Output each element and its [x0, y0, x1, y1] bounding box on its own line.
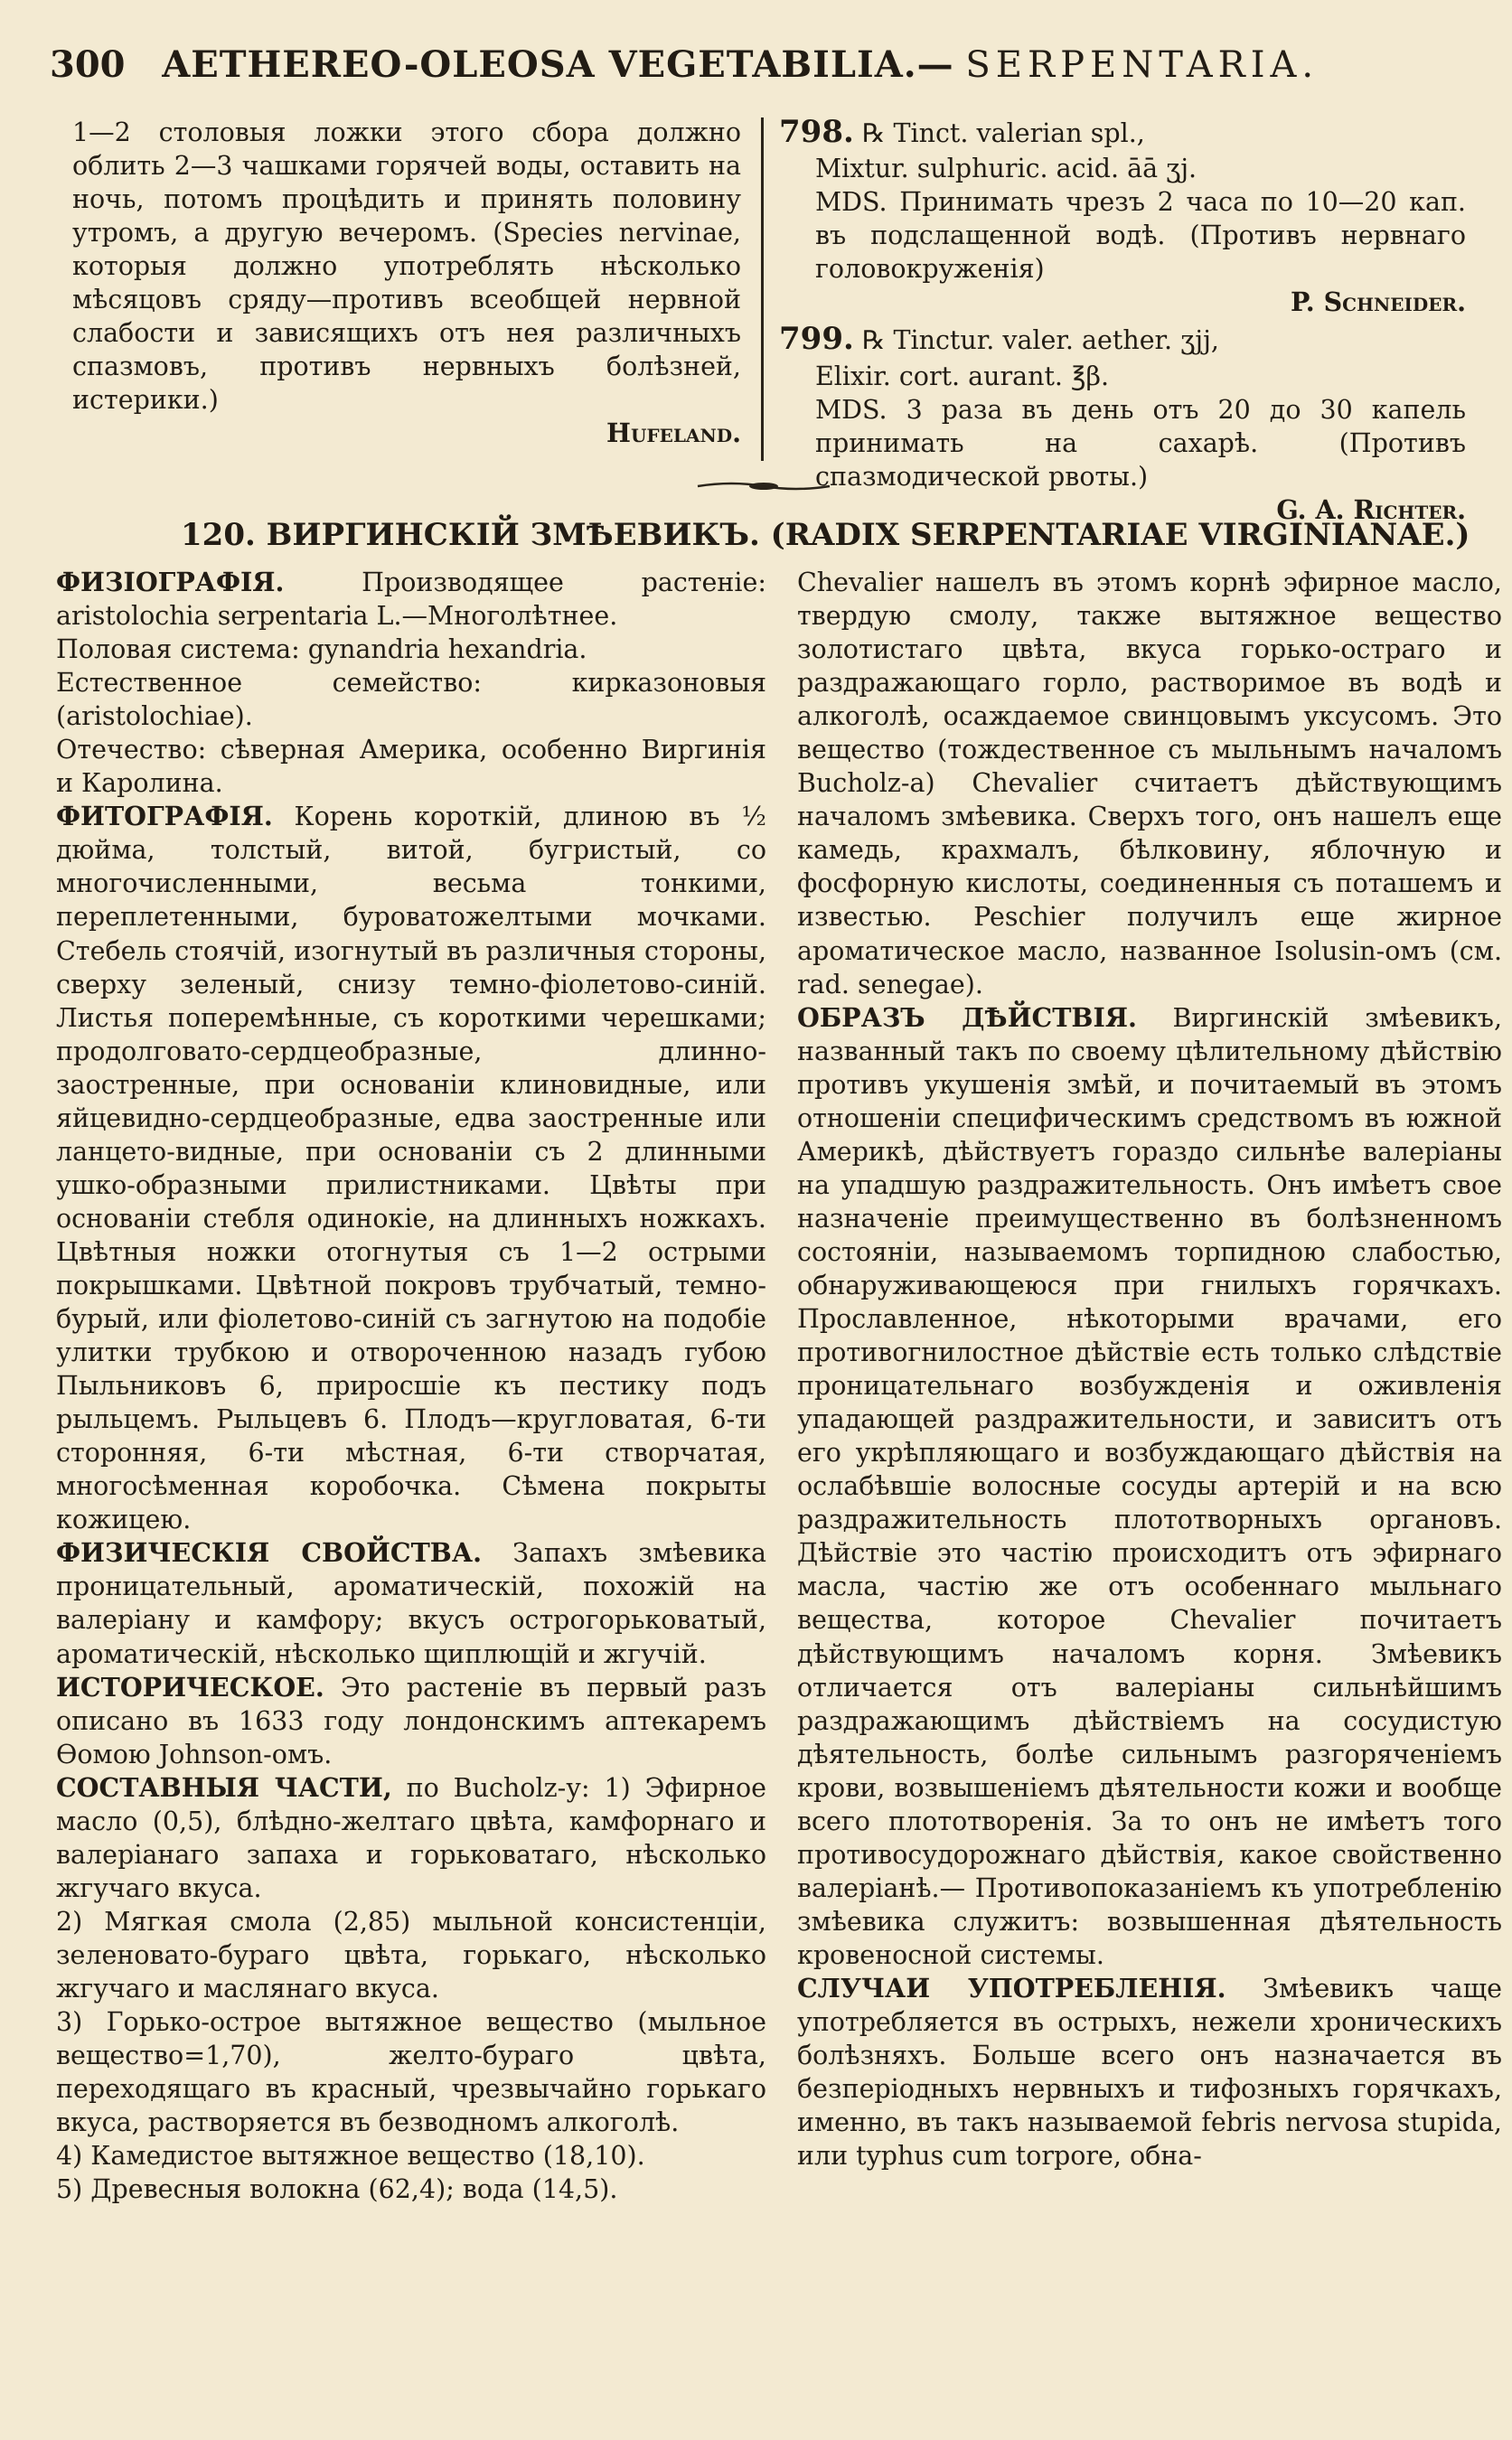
column-divider — [761, 117, 764, 461]
component-item: 5) Древесныя волокна (62,4); вода (14,5). — [56, 2174, 618, 2205]
signature-richter: G. A. Richter. — [1276, 493, 1466, 525]
signature-hufeland: Hufeland. — [606, 418, 741, 449]
running-header — [50, 43, 1460, 87]
paragraph-heading: ОБРАЗЪ ДѢЙСТВІЯ. — [797, 1001, 1137, 1033]
paragraph-text: Это растеніе въ первый разъ описано въ 1633 году лондонскимъ аптекаремъ Ѳомою Johnson-омъ. — [56, 1672, 766, 1769]
prescription-number: 799. — [779, 321, 854, 358]
paragraph-text: Запахъ змѣевика проницательный, ароматическій, похожій на валеріану и камфору; вкусъ острогорьковатый, ароматическій, нѣсколько щиплющій и жгучій. — [56, 1538, 767, 1669]
prescription-line: Mixtur. sulphuric. acid. āā ʒj. — [815, 154, 1197, 184]
top-right-column — [779, 112, 1466, 527]
paragraph-text: Виргинскій змѣевикъ, названный такъ по своему цѣлительному дѣйствію противъ укушенія змѣй, и почитаемый въ этомъ отношеніи специфическимъ средствомъ въ южной Америкѣ, дѣйствуетъ гораздо сильнѣе валеріаны на упадшую раздражительность. Онъ имѣетъ свое назначеніе преимущественно въ болѣзненномъ состояніи, называемомъ торпидною слабостью, обнаруживающеюся при гнилыхъ горячкахъ. Прославленное, нѣкоторыми врачами, его противогнилостное дѣйствіе есть только слѣдствіе проницательнаго возбужденія и оживленія упадающей раздражительности, и зависитъ отъ его укрѣпляющаго и возбуждающаго дѣйствія на ослабѣвшіе волосные сосуды артерій и на всю раздражительность плототворныхъ органовъ. Дѣйствіе это частію происходитъ отъ эфирнаго масла, частію же отъ особеннаго мыльнаго вещества, которое Chevalier почитаетъ дѣйствующимъ началомъ корня. Змѣевикъ отличается отъ валеріаны сильнѣйшимъ раздражающимъ дѣйствіемъ на сосудистую дѣятельность, болѣе сильнымъ разгоряченіемъ крови, возвышеніемъ дѣятельности кожи и вообще всего плототворенія. За то онъ не имѣетъ того противосудорожнаго дѣйствія, какое свойственно валеріанѣ.— Противопоказаніемъ къ употребленію змѣевика служитъ: возвышенная дѣятельность кровеносной системы. — [797, 1002, 1502, 1970]
prescription-directions: MDS. Принимать чрезъ 2 часа по 10—20 кап. въ подслащенной водѣ. (Противъ нервнаго головокруженія) — [815, 187, 1466, 285]
page-number: 300 — [50, 43, 126, 86]
prescription-number: 798. — [779, 114, 854, 150]
paragraph-text: по Bucholz-у: 1) Эфирное масло (0,5), блѣдно-желтаго цвѣта, камфорнаго и валеріанаго запаха и горьковатаго, нѣсколько жгучаго вкуса. — [56, 1772, 766, 1903]
paragraph-family: Естественное семейство: кирказоновыя (aristolochiae). — [56, 668, 766, 732]
prescription-line: ℞ Tinctur. valer. aether. ʒjj, — [861, 325, 1219, 356]
paragraph-heading: ФИЗИЧЕСКІЯ СВОЙСТВА. — [56, 1537, 482, 1569]
paragraph-heading: СЛУЧАИ УПОТРЕБЛЕНІЯ. — [797, 1972, 1226, 2004]
prescription-799 — [779, 319, 1466, 359]
top-left-column — [72, 116, 741, 450]
continuation-text: 1—2 столовыя ложки этого сбора должно облить 2—3 чашками горячей воды, оставить на ночь, потомъ процѣдить и принять половину утромъ, а другую вечеромъ. (Species nervinae, которыя должно употреблять нѣсколько мѣсяцовъ сряду—противъ всеобщей нервной слабости и зависящихъ отъ нея различныхъ спазмовъ, противъ нервныхъ болѣзней, истерики.) — [72, 117, 741, 416]
prescription-line: Elixir. cort. aurant. ℥β. — [815, 361, 1110, 391]
prescription-line: ℞ Tinct. valerian spl., — [861, 118, 1145, 148]
component-item: 4) Камедистое вытяжное вещество (18,10). — [56, 2141, 645, 2172]
ornament-divider — [696, 479, 831, 493]
paragraph-physiography — [56, 566, 766, 633]
paragraph-phytography — [56, 800, 766, 1536]
header-title: AETHEREO-OLEOSA VEGETABILIA.— — [162, 43, 954, 86]
paragraph-heading: ФИТОГРАФІЯ. — [56, 801, 273, 832]
paragraph-historical — [56, 1671, 766, 1771]
prescription-798 — [779, 112, 1466, 152]
header-section: SERPENTARIA. — [965, 44, 1319, 86]
paragraph-heading: ФИЗІОГРАФІЯ. — [56, 567, 285, 597]
paragraph-sexual-system: Половая система: gynandria hexandria. — [56, 634, 587, 665]
paragraph-heading: СОСТАВНЫЯ ЧАСТИ, — [56, 1771, 392, 1803]
prescription-directions: MDS. 3 раза въ день отъ 20 до 30 капель принимать на сахарѣ. (Противъ спазмодической рвоты.) — [815, 394, 1466, 492]
component-item: 2) Мягкая смола (2,85) мыльной консистенціи, зеленовато-бураго цвѣта, горькаго, нѣсколько жгучаго и маслянаго вкуса. — [56, 1906, 766, 2004]
paragraph-homeland: Отечество: сѣверная Америка, особенно Виргинія и Каролина. — [56, 735, 766, 799]
main-left-column — [56, 566, 766, 2206]
paragraph-mode-of-action — [797, 1001, 1502, 1972]
signature-schneider: P. Schneider. — [1291, 286, 1466, 318]
paragraph-uses — [797, 1972, 1502, 2173]
component-item: 3) Горько-острое вытяжное вещество (мыльное вещество=1,70), желто-бураго цвѣта, переходящаго въ красный, чрезвычайно горькаго вкуса, растворяется въ безводномъ алкоголѣ. — [56, 2007, 766, 2138]
paragraph-heading: ИСТОРИЧЕСКОЕ. — [56, 1671, 324, 1703]
paragraph-physical-properties — [56, 1536, 766, 1670]
paragraph-text: Змѣевикъ чаще употребляется въ острыхъ, нежели хроническихъ болѣзняхъ. Больше всего онъ назначается въ безперіодныхъ нервныхъ и тифозныхъ горячкахъ, именно, въ такъ называемой febris nervosa stupida, или typhus cum torpore, обна- — [797, 1973, 1503, 2172]
paragraph-components — [56, 1771, 766, 1905]
main-right-column — [797, 566, 1502, 2173]
section-title: 120. ВИРГИНСКІЙ ЗМѢЕВИКЪ. (RADIX SERPENTARIAE VIRGINIANAE.) — [181, 517, 1470, 553]
paragraph-chevalier: Chevalier нашелъ въ этомъ корнѣ эфирное масло, твердую смолу, также вытяжное вещество золотистаго цвѣта, вкуса горько-остраго и раздражающаго горло, растворимое въ водѣ и алкоголѣ, осаждаемое свинцовымъ уксусомъ. Это вещество (тождественное съ мыльнымъ началомъ Bucholz-а) Chevalier считаетъ дѣйствующимъ началомъ змѣевика. Сверхъ того, онъ нашелъ еще камедь, крахмалъ, бѣлковину, яблочную и фосфорную кислоты, соединенныя съ поташемъ и известью. Peschier получилъ еще жирное ароматическое масло, названное Isolusin-омъ (см. rad. senegae). — [797, 568, 1502, 999]
paragraph-text: Корень короткій, длиною въ ½ дюйма, толстый, витой, бугристый, со многочисленными, весьма тонкими, переплетенными, буроватожелтыми мочками. Стебель стоячій, изогнутый въ различныя стороны, сверху зеленый, снизу темно-фіолетово-синій. Листья поперемѣнные, съ короткими черешками; продолговато-сердцеобразные, длинно-заостренные, при основаніи клиновидные, или яйцевидно-сердцеобразные, едва заостренные или ланцето-видные, при основаніи съ 2 длинными ушко-образными прилистниками. Цвѣты при основаніи стебля одинокіе, на длинныхъ ножкахъ. Цвѣтныя ножки отогнутыя съ 1—2 острыми покрышками. Цвѣтной покровъ трубчатый, темно-бурый, или фіолетово-синій съ загнутою на подобіе улитки трубкою и отвороченною назадъ губою Пыльниковъ 6, приросшіе къ пестику подъ рыльцемъ. Рыльцевъ 6. Плодъ—кругловатая, 6-ти сторонняя, 6-ти мѣстная, 6-ти створчатая, многосѣменная коробочка. Сѣмена покрыты кожицею. — [56, 802, 766, 1535]
paragraph-text: Производящее растеніе: aristolochia serpentaria L.—Многолѣтнее. — [56, 568, 766, 632]
